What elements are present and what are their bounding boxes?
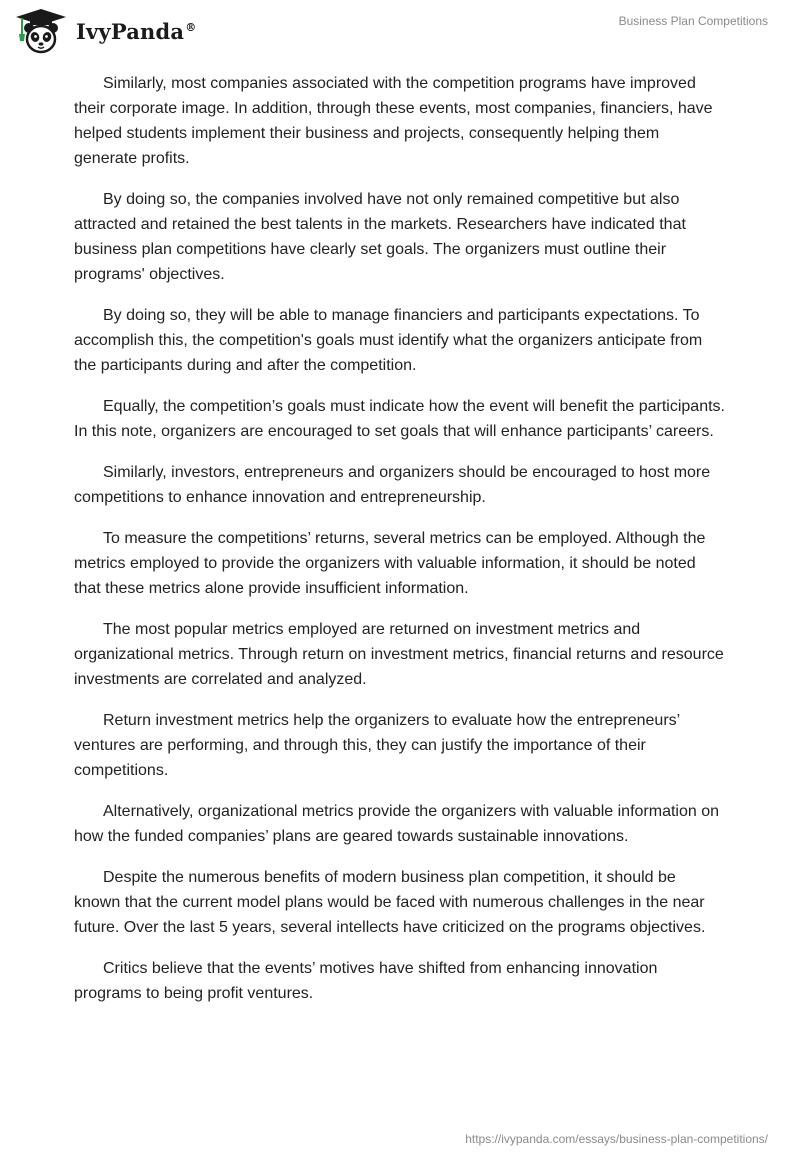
paragraph: Similarly, investors, entrepreneurs and organizers should be encouraged to host more competitions to enhance innovation and entrepreneurship.: [74, 464, 711, 506]
paragraph: Alternatively, organizational metrics provide the organizers with valuable information on how the funded companies’ plans are geared towards sustainable innovations.: [74, 803, 720, 845]
page-header: [0, 0, 800, 60]
paragraph: By doing so, the companies involved have not only remained competitive but also attracted and retained the best talents in the markets. Researchers have indicated that business plan competitions have clearly set goals. The organizers must outline their programs' objectives.: [74, 191, 686, 283]
paragraph: Similarly, most companies associated with the competition programs have improved their corporate image. In addition, through these events, most companies, financiers, have helped students implement their business and projects, consequently helping them generate profits.: [74, 75, 713, 167]
brand-name: IvyPanda®: [76, 18, 197, 44]
paragraph: Despite the numerous benefits of modern business plan competition, it should be known that the current model plans would be faced with numerous challenges in the near future. Over the last 5 years, several intellects have criticized on the programs objectives.: [74, 869, 706, 936]
source-url-link[interactable]: https://ivypanda.com/essays/business-plan-competitions/: [465, 1132, 768, 1146]
registered-mark: ®: [185, 20, 197, 34]
paragraph: Equally, the competition’s goals must indicate how the event will benefit the participants. In this note, organizers are encouraged to set goals that will enhance participants’ careers.: [74, 398, 725, 440]
essay-body: [74, 71, 726, 1022]
paragraph: The most popular metrics employed are returned on investment metrics and organizational metrics. Through return on investment metrics, financial returns and resource investments are correlated and analyzed.: [74, 621, 724, 688]
paragraph: To measure the competitions’ returns, several metrics can be employed. Although the metrics employed to provide the organizers with valuable information, it should be noted that these metrics alone provide insufficient information.: [74, 530, 706, 597]
panda-graduation-cap-icon: [14, 8, 68, 54]
ivypanda-logo[interactable]: [14, 8, 196, 54]
document-title: Business Plan Competitions: [618, 14, 768, 28]
paragraph: Critics believe that the events’ motives have shifted from enhancing innovation programs to being profit ventures.: [74, 960, 658, 1002]
paragraph: By doing so, they will be able to manage financiers and participants expectations. To accomplish this, the competition's goals must identify what the organizers anticipate from the participants during and after the competition.: [74, 307, 703, 374]
paragraph: Return investment metrics help the organizers to evaluate how the entrepreneurs’ ventures are performing, and through this, they can justify the importance of their competitions.: [74, 712, 680, 779]
